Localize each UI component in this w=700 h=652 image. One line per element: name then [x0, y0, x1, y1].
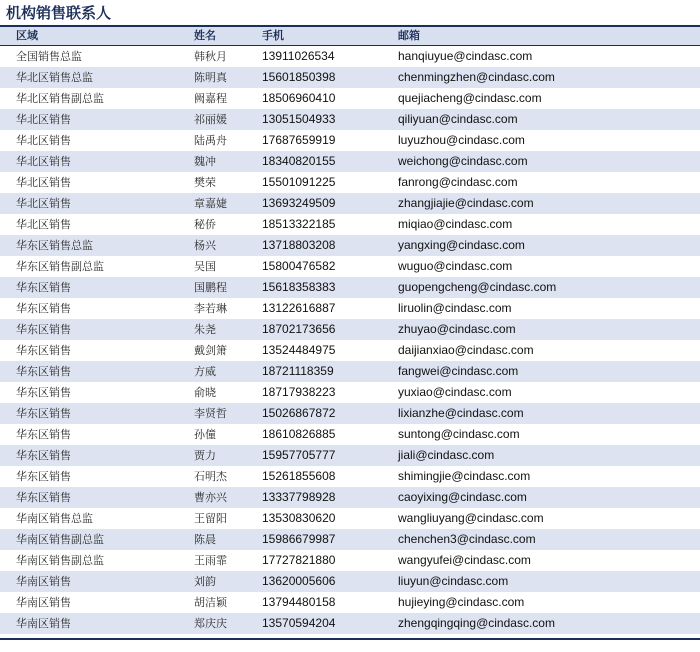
email-cell[interactable]: guopengcheng@cindasc.com: [398, 280, 557, 294]
table-row: [0, 487, 700, 508]
region-cell: 华东区销售: [16, 407, 71, 420]
phone-cell: 15957705777: [262, 448, 336, 462]
table-row: [0, 466, 700, 487]
phone-cell: 13718803208: [262, 238, 336, 252]
phone-cell: 15986679987: [262, 532, 336, 546]
name-cell: 章嘉婕: [194, 197, 227, 210]
table-row: [0, 67, 700, 88]
phone-cell: 15026867872: [262, 406, 336, 420]
name-cell: 韩秋月: [194, 50, 227, 63]
table-row: [0, 571, 700, 592]
region-cell: 华东区销售总监: [16, 239, 93, 252]
phone-cell: 18506960410: [262, 91, 336, 105]
region-cell: 华东区销售: [16, 323, 71, 336]
name-cell: 胡洁颖: [194, 596, 227, 609]
phone-cell: 18340820155: [262, 154, 336, 168]
email-cell[interactable]: caoyixing@cindasc.com: [398, 490, 527, 504]
email-cell[interactable]: hanqiuyue@cindasc.com: [398, 49, 533, 63]
region-cell: 华东区销售: [16, 281, 71, 294]
name-cell: 方威: [194, 365, 216, 378]
email-cell[interactable]: suntong@cindasc.com: [398, 427, 520, 441]
email-cell[interactable]: fanrong@cindasc.com: [398, 175, 518, 189]
bottom-rule: [0, 638, 700, 640]
name-cell: 曹亦兴: [194, 491, 227, 504]
email-cell[interactable]: zhuyao@cindasc.com: [398, 322, 516, 336]
phone-cell: 13051504933: [262, 112, 336, 126]
region-cell: 华东区销售: [16, 491, 71, 504]
phone-cell: 15261855608: [262, 469, 336, 483]
name-cell: 杨兴: [194, 239, 216, 252]
region-cell: 华北区销售: [16, 113, 71, 126]
phone-cell: 15501091225: [262, 175, 336, 189]
phone-cell: 17687659919: [262, 133, 336, 147]
table-row: [0, 88, 700, 109]
table-row: [0, 340, 700, 361]
header-email: 邮箱: [398, 29, 420, 42]
region-cell: 华北区销售: [16, 155, 71, 168]
email-cell[interactable]: wangyufei@cindasc.com: [398, 553, 531, 567]
name-cell: 魏冲: [194, 155, 216, 168]
phone-cell: 15800476582: [262, 259, 336, 273]
name-cell: 陈晨: [194, 533, 216, 546]
region-cell: 华南区销售总监: [16, 512, 93, 525]
region-cell: 华北区销售总监: [16, 71, 93, 84]
name-cell: 秘侨: [194, 218, 216, 231]
name-cell: 石明杰: [194, 470, 227, 483]
email-cell[interactable]: hujieying@cindasc.com: [398, 595, 525, 609]
region-cell: 华北区销售: [16, 176, 71, 189]
phone-cell: 13530830620: [262, 511, 336, 525]
table-row: [0, 298, 700, 319]
name-cell: 贾力: [194, 449, 216, 462]
phone-cell: 13794480158: [262, 595, 336, 609]
table-row: [0, 277, 700, 298]
email-cell[interactable]: weichong@cindasc.com: [398, 154, 528, 168]
region-cell: 华东区销售: [16, 344, 71, 357]
region-cell: 华北区销售: [16, 197, 71, 210]
header-region: 区域: [16, 29, 38, 42]
region-cell: 华南区销售副总监: [16, 533, 104, 546]
page-title: 机构销售联系人: [6, 4, 112, 22]
name-cell: 刘韵: [194, 575, 216, 588]
region-cell: 华东区销售: [16, 449, 71, 462]
name-cell: 李若琳: [194, 302, 227, 315]
table-row: [0, 445, 700, 466]
email-cell[interactable]: chenchen3@cindasc.com: [398, 532, 536, 546]
name-cell: 戴剑箫: [194, 344, 227, 357]
email-cell[interactable]: chenmingzhen@cindasc.com: [398, 70, 555, 84]
table-row: [0, 46, 700, 67]
phone-cell: 18721118359: [262, 364, 334, 378]
email-cell[interactable]: yangxing@cindasc.com: [398, 238, 525, 252]
header-phone: 手机: [262, 29, 284, 42]
email-cell[interactable]: miqiao@cindasc.com: [398, 217, 513, 231]
email-cell[interactable]: zhengqingqing@cindasc.com: [398, 616, 555, 630]
table-row: [0, 256, 700, 277]
region-cell: 华东区销售副总监: [16, 260, 104, 273]
region-cell: 华东区销售: [16, 470, 71, 483]
name-cell: 郑庆庆: [194, 617, 227, 630]
email-cell[interactable]: wangliuyang@cindasc.com: [398, 511, 544, 525]
region-cell: 华东区销售: [16, 365, 71, 378]
email-cell[interactable]: qiliyuan@cindasc.com: [398, 112, 518, 126]
name-cell: 樊荣: [194, 176, 216, 189]
region-cell: 华南区销售: [16, 617, 71, 630]
table-row: [0, 529, 700, 550]
table-header: [0, 27, 700, 45]
table-row: [0, 613, 700, 634]
phone-cell: 13693249509: [262, 196, 336, 210]
region-cell: 华南区销售: [16, 575, 71, 588]
name-cell: 李贤哲: [194, 407, 227, 420]
table-row: [0, 193, 700, 214]
name-cell: 孙僮: [194, 428, 216, 441]
region-cell: 华南区销售: [16, 596, 71, 609]
region-cell: 华北区销售副总监: [16, 92, 104, 105]
email-cell[interactable]: wuguo@cindasc.com: [398, 259, 513, 273]
phone-cell: 18610826885: [262, 427, 336, 441]
table-row: [0, 109, 700, 130]
table-row: [0, 592, 700, 613]
email-cell[interactable]: liuyun@cindasc.com: [398, 574, 509, 588]
table-row: [0, 319, 700, 340]
name-cell: 吴国: [194, 260, 216, 273]
phone-cell: 17727821880: [262, 553, 336, 567]
phone-cell: 18717938223: [262, 385, 336, 399]
phone-cell: 13524484975: [262, 343, 336, 357]
contact-table-body: [0, 46, 700, 634]
name-cell: 国鹏程: [194, 281, 227, 294]
header-name: 姓名: [194, 29, 216, 42]
phone-cell: 13570594204: [262, 616, 336, 630]
email-cell[interactable]: luyuzhou@cindasc.com: [398, 133, 525, 147]
table-row: [0, 214, 700, 235]
table-row: [0, 172, 700, 193]
region-cell: 华东区销售: [16, 386, 71, 399]
region-cell: 华南区销售副总监: [16, 554, 104, 567]
email-cell[interactable]: zhangjiajie@cindasc.com: [398, 196, 534, 210]
table-row: [0, 235, 700, 256]
phone-cell: 13122616887: [262, 301, 336, 315]
name-cell: 俞晓: [194, 386, 216, 399]
email-cell[interactable]: lixianzhe@cindasc.com: [398, 406, 524, 420]
email-cell[interactable]: quejiacheng@cindasc.com: [398, 91, 542, 105]
name-cell: 祁丽媛: [194, 113, 227, 126]
phone-cell: 13911026534: [262, 49, 335, 63]
table-row: [0, 130, 700, 151]
phone-cell: 13620005606: [262, 574, 336, 588]
name-cell: 陈明真: [194, 71, 227, 84]
name-cell: 朱尧: [194, 323, 216, 336]
email-cell[interactable]: liruolin@cindasc.com: [398, 301, 512, 315]
region-cell: 华北区销售: [16, 218, 71, 231]
phone-cell: 15618358383: [262, 280, 336, 294]
email-cell[interactable]: jiali@cindasc.com: [398, 448, 495, 462]
table-row: [0, 424, 700, 445]
name-cell: 王雨霏: [194, 554, 227, 567]
table-row: [0, 361, 700, 382]
region-cell: 华东区销售: [16, 428, 71, 441]
phone-cell: 18702173656: [262, 322, 336, 336]
name-cell: 陆禹舟: [194, 134, 227, 147]
phone-cell: 15601850398: [262, 70, 336, 84]
email-cell[interactable]: fangwei@cindasc.com: [398, 364, 519, 378]
email-cell[interactable]: daijianxiao@cindasc.com: [398, 343, 534, 357]
email-cell[interactable]: shimingjie@cindasc.com: [398, 469, 531, 483]
region-cell: 华北区销售: [16, 134, 71, 147]
table-row: [0, 382, 700, 403]
table-row: [0, 508, 700, 529]
region-cell: 华东区销售: [16, 302, 71, 315]
phone-cell: 18513322185: [262, 217, 336, 231]
phone-cell: 13337798928: [262, 490, 336, 504]
table-row: [0, 151, 700, 172]
table-row: [0, 403, 700, 424]
name-cell: 阙嘉程: [194, 92, 227, 105]
name-cell: 王留阳: [194, 512, 227, 525]
email-cell[interactable]: yuxiao@cindasc.com: [398, 385, 512, 399]
table-row: [0, 550, 700, 571]
region-cell: 全国销售总监: [16, 50, 82, 63]
